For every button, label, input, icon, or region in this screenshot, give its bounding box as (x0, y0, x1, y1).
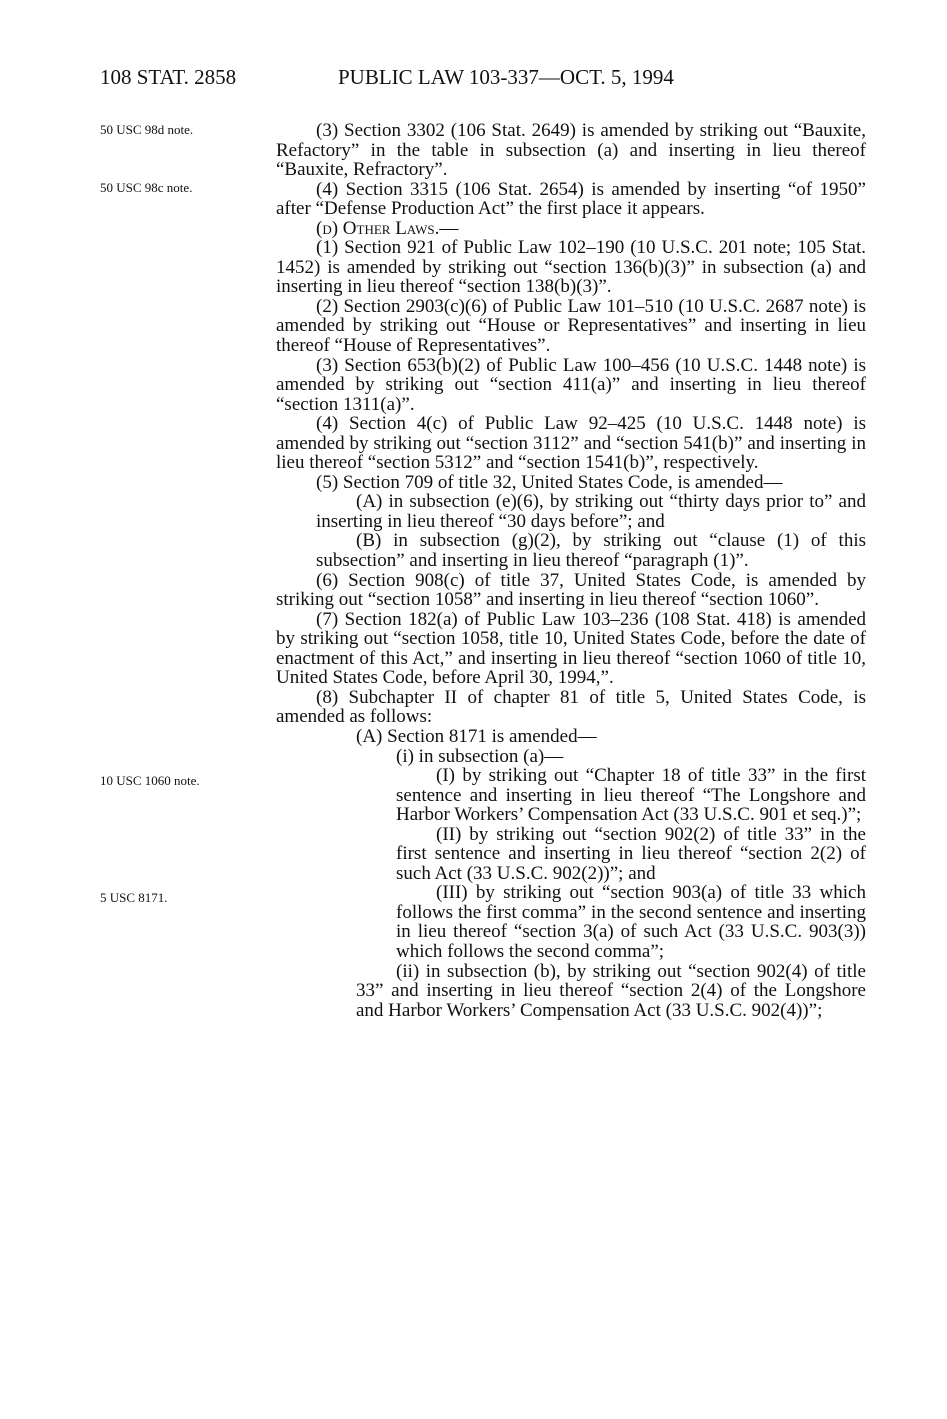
clause: (ii) in subsection (b), by striking out “section 902(4) of title 33” and inserting in lieu thereof “section 2(4) of the Longshore and Harbor Workers’ Compensation Act (33 U.S.C. 902(4))”; (356, 960, 866, 1021)
subparagraph: (B) in subsection (g)(2), by striking out “clause (1) of this subsection” and inserting in lieu thereof “paragraph (1)”. (316, 530, 866, 572)
body-text (276, 121, 866, 1020)
subparagraph: (A) Section 8171 is amended— (356, 725, 597, 747)
paragraph: (2) Section 2903(c)(6) of Public Law 101–510 (10 U.S.C. 2687 note) is amended by striking out “House or Representatives” and inserting in lieu thereof “House of Representatives”. (276, 295, 866, 357)
subparagraph: (A) in subsection (e)(6), by striking out “thirty days prior to” and inserting in lieu thereof “30 days before”; and (316, 491, 866, 532)
paragraph: (4) Section 3315 (106 Stat. 2654) is amended by inserting “of 1950” after “Defense Production Act” the first place it appears. (276, 178, 866, 220)
subclause: (I) by striking out “Chapter 18 of title 33” in the first sentence and inserting in lieu thereof “The Longshore and Harbor Workers’ Compensation Act (33 U.S.C. 901 et seq.)”; (396, 765, 866, 826)
margin-note: 50 USC 98d note. (100, 122, 194, 137)
paragraph: (3) Section 3302 (106 Stat. 2649) is amended by striking out “Bauxite, Refactory” in the table in subsection (a) and inserting in lieu thereof “Bauxite, Refractory”. (276, 120, 866, 181)
paragraph: (8) Subchapter II of chapter 81 of title 5, United States Code, is amended as follows: (276, 686, 866, 728)
paragraph: (3) Section 653(b)(2) of Public Law 100–456 (10 U.S.C. 1448 note) is amended by striking out “section 411(a)” and inserting in lieu thereof “section 1311(a)”. (276, 354, 866, 415)
paragraph: (4) Section 4(c) of Public Law 92–425 (10 U.S.C. 1448 note) is amended by striking out “section 3112” and “section 541(b)” and inserting in lieu thereof “section 5312” and “section 1541(b)”, respectively. (276, 413, 866, 474)
subclause: (III) by striking out “section 903(a) of title 33 which follows the first comma” in the second sentence and inserting in lieu thereof “section 3(a) of such Act (33 U.S.C. 903(3)) which follows the second comma”; (396, 882, 866, 962)
stat-reference: 108 STAT. 2858 (100, 65, 237, 89)
paragraph: (1) Section 921 of Public Law 102–190 (10 U.S.C. 201 note; 105 Stat. 1452) is amended by striking out “section 136(b)(3)” in subsection (a) and inserting in lieu thereof “section 138(b)(3)”. (276, 237, 866, 298)
paragraph: (7) Section 182(a) of Public Law 103–236 (108 Stat. 418) is amended by striking out “section 1058, title 10, United States Code, before the date of enactment of this Act,” and inserting in lieu thereof “section 1060 of title 10, United States Code, before April 30, 1994,”. (276, 608, 866, 689)
margin-note: 10 USC 1060 note. (100, 773, 200, 788)
clause: (i) in subsection (a)— (396, 745, 564, 767)
section-heading: (d) Other Laws.— (316, 217, 459, 239)
law-title: PUBLIC LAW 103-337—OCT. 5, 1994 (338, 65, 674, 89)
margin-note: 5 USC 8171. (100, 890, 168, 905)
page-header (100, 62, 900, 92)
paragraph: (6) Section 908(c) of title 37, United States Code, is amended by striking out “section 1058” and inserting in lieu thereof “section 1060”. (276, 569, 866, 611)
subclause: (II) by striking out “section 902(2) of title 33” in the first sentence and inserting in lieu thereof “section 2(2) of such Act (33 U.S.C. 902(2))”; and (396, 823, 866, 884)
margin-note: 50 USC 98c note. (100, 180, 193, 195)
paragraph: (5) Section 709 of title 32, United States Code, is amended— (316, 471, 783, 493)
